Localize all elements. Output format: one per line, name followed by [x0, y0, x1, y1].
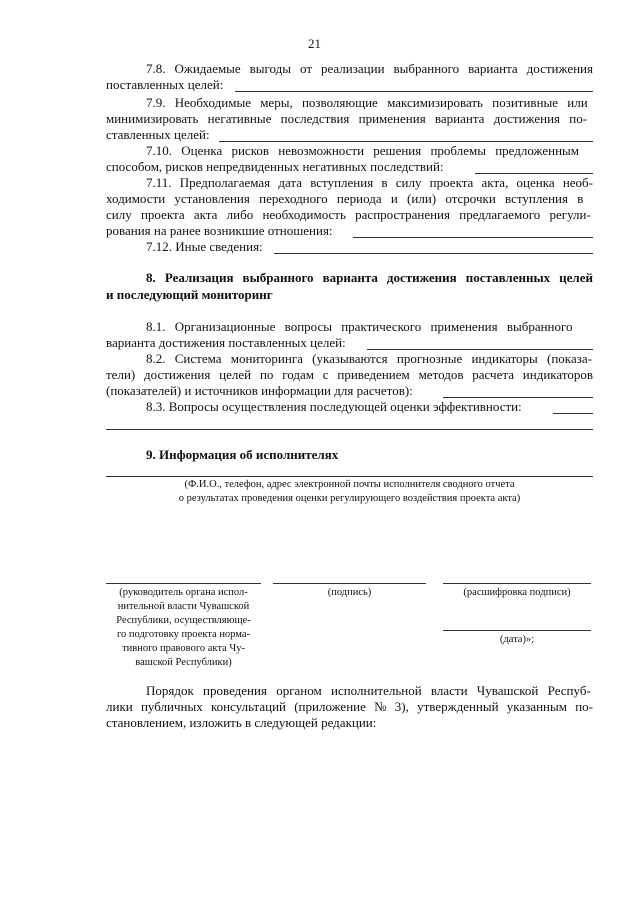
item-7-10-line-1: 7.10. Оценка рисков невозможности решения проблемы предложенным: [146, 143, 579, 158]
head-caption-line-5: тивного правового акта Чу-: [122, 643, 245, 654]
sign-caption: (подпись): [327, 587, 372, 598]
head-caption-line-4: го подготовку проекта норма-: [116, 629, 251, 640]
decode-caption: (расшифровка подписи): [463, 587, 571, 598]
closing-line-3: становлением, изложить в следующей редакции:: [106, 715, 377, 730]
date-fill-line: [443, 630, 591, 631]
item-7-10-line-2: способом, рисков непредвиденных негативных последствий:: [106, 159, 444, 174]
decode-fill-line: [443, 583, 591, 584]
closing-line-2: лики публичных консультаций (приложение № 3), утвержденный указанным по-: [106, 699, 593, 714]
sign-fill-line: [273, 583, 426, 584]
item-7-9-line-2: минимизировать негативные последствия применения варианта достижения по-: [106, 111, 588, 126]
item-8-2-line-2: тели) достижения целей по годам с приведением методов расчета индикаторов: [106, 367, 593, 382]
item-7-11-line-4: рования на ранее возникшие отношения:: [106, 223, 333, 238]
fill-line-7-11: [353, 237, 593, 238]
executor-fill-line: [106, 476, 593, 477]
fill-line-8-1: [367, 349, 593, 350]
head-caption-line-3: Республики, осуществляюще-: [116, 615, 251, 626]
executor-caption-line-1: (Ф.И.О., телефон, адрес электронной почты исполнителя сводного отчета: [184, 479, 515, 490]
head-fill-line: [106, 583, 261, 584]
date-caption: (дата)»;: [499, 634, 535, 645]
item-7-11-line-3: силу проекта акта либо необходимость распространения предлагаемого регули-: [106, 207, 591, 222]
item-7-12: 7.12. Иные сведения:: [146, 239, 263, 254]
fill-line-8-2: [443, 397, 593, 398]
item-7-9-line-3: ставленных целей:: [106, 127, 210, 142]
item-7-11-line-1: 7.11. Предполагаемая дата вступления в силу проекта акта, оценка необ-: [146, 175, 593, 190]
fill-line-7-10: [475, 173, 593, 174]
executor-caption-line-2: о результатах проведения оценки регулирующего воздействия проекта акта): [178, 493, 521, 504]
head-caption-line-6: вашской Республики): [135, 657, 232, 668]
item-8-1-line-2: варианта достижения поставленных целей:: [106, 335, 346, 350]
section-8-heading-line-2: и последующий мониторинг: [106, 287, 273, 302]
fill-line-8-3-continued: [106, 429, 593, 430]
item-7-8-line-1: 7.8. Ожидаемые выгоды от реализации выбранного варианта достижения: [146, 61, 593, 76]
item-8-1-line-1: 8.1. Организационные вопросы практического применения выбранного: [146, 319, 573, 334]
section-9-heading: 9. Информация об исполнителях: [146, 447, 339, 462]
fill-line-8-3: [553, 413, 593, 414]
item-7-9-line-1: 7.9. Необходимые меры, позволяющие максимизировать позитивные или: [146, 95, 588, 110]
item-8-2-line-3: (показателей) и источников информации для расчетов):: [106, 383, 413, 398]
item-8-2-line-1: 8.2. Система мониторинга (указываются прогнозные индикаторы (показа-: [146, 351, 592, 366]
closing-line-1: Порядок проведения органом исполнительной власти Чувашской Респуб-: [146, 683, 591, 698]
section-8-heading-line-1: 8. Реализация выбранного варианта достижения поставленных целей: [146, 270, 593, 285]
head-caption-line-2: нительной власти Чувашской: [117, 601, 250, 612]
item-7-8-line-2: поставленных целей:: [106, 77, 224, 92]
item-7-11-line-2: ходимости установления переходного периода и (или) отсрочки вступления в: [106, 191, 584, 206]
fill-line-7-9: [219, 141, 593, 142]
fill-line-7-8: [235, 91, 593, 92]
head-caption-line-1: (руководитель органа испол-: [119, 587, 248, 598]
item-8-3: 8.3. Вопросы осуществления последующей оценки эффективности:: [146, 399, 522, 414]
fill-line-7-12: [274, 253, 593, 254]
page-number: 21: [308, 36, 321, 51]
